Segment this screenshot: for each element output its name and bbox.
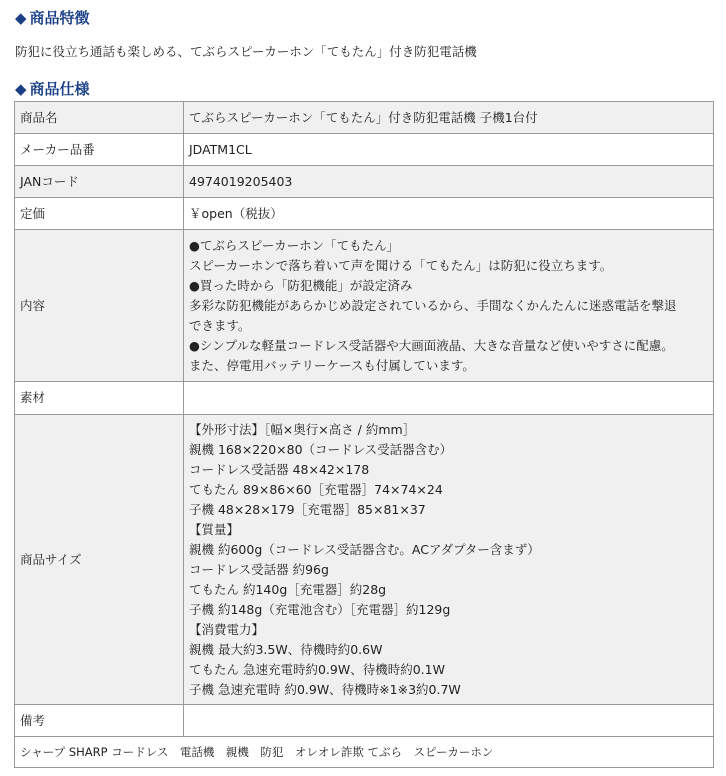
spec-value-line: ●てぶらスピーカーホン「てもたん」 [189,237,400,253]
features-heading-text: 商品特徴 [29,9,90,27]
spec-value [184,415,714,705]
spec-label: 素材 [15,382,184,415]
spec-row-product-name [15,102,714,134]
spec-value-line: 親機 約600g（コードレス受話器含む。ACアダプター含まず） [189,541,540,557]
spec-value-line: 【消費電力】 [189,621,265,637]
spec-value-line: てもたん 89×86×60［充電器］74×74×24 [189,481,443,497]
spec-value-line: ￥open（税抜） [189,205,283,221]
spec-value-line: また、停電用バッテリーケースも付属しています。 [189,357,475,373]
spec-value-line: 親機 168×220×80（コードレス受話器含む） [189,441,453,457]
spec-row-maker-code [15,134,714,166]
spec-value-line: 【質量】 [189,521,240,537]
spec-value-line: ●シンプルな軽量コードレス受話器や大画面液晶、大きな音量など使いやすさに配慮。 [189,337,674,353]
spec-value-line: コードレス受話器 約96g [189,561,329,577]
spec-value [184,705,714,737]
features-heading [15,9,90,27]
spec-row-price [15,198,714,230]
spec-value-line: 【外形寸法】［幅×奥行×高さ / 約mm］ [189,421,416,437]
spec-value-line: てぶらスピーカーホン「てもたん」付き防犯電話機 子機1台付 [189,109,538,125]
spec-value-line: 多彩な防犯機能があらかじめ設定されているから、手間なくかんたんに迷惑電話を撃退 [189,297,677,313]
spec-row-remarks [15,705,714,737]
specs-heading [15,80,90,98]
spec-label: 商品名 [15,102,184,134]
spec-label: 定価 [15,198,184,230]
spec-label: メーカー品番 [15,134,184,166]
spec-value-line: てもたん 約140g［充電器］約28g [189,581,387,597]
diamond-bullet-icon: ◆ [15,9,27,27]
spec-value [184,134,714,166]
spec-value-line: 4974019205403 [189,173,293,189]
spec-label: JANコード [15,166,184,198]
spec-label: 商品サイズ [15,415,184,705]
spec-value-line: 子機 48×28×179［充電器］85×81×37 [189,501,426,517]
spec-label: 備考 [15,705,184,737]
spec-table [14,101,714,768]
spec-row-material [15,382,714,415]
diamond-bullet-icon: ◆ [15,80,27,98]
spec-value-line: コードレス受話器 48×42×178 [189,461,370,477]
specs-heading-text: 商品仕様 [29,80,90,98]
spec-value-line: 親機 最大約3.5W、待機時約0.6W [189,641,383,657]
spec-label: 内容 [15,230,184,382]
spec-row-jan-code [15,166,714,198]
spec-value-line: てもたん 急速充電時約0.9W、待機時約0.1W [189,661,445,677]
spec-value-line: 子機 約148g（充電池含む）［充電器］約129g [189,601,451,617]
spec-row-size [15,415,714,705]
spec-value-line: ●買った時から「防犯機能」が設定済み [189,277,413,293]
spec-row-keywords [15,737,714,768]
keywords-text: シャープ SHARP コードレス 電話機 親機 防犯 オレオレ詐欺 てぶら スピーカーホン [15,737,714,768]
spec-value [184,198,714,230]
spec-value-line: 子機 急速充電時 約0.9W、待機時※1※3約0.7W [189,681,461,697]
spec-row-contents [15,230,714,382]
spec-value [184,382,714,415]
spec-value-line: JDATM1CL [189,141,252,157]
spec-value-line: スピーカーホンで落ち着いて声を聞ける「てもたん」は防犯に役立ちます。 [189,257,613,273]
spec-value [184,166,714,198]
spec-value [184,102,714,134]
features-description: 防犯に役立ち通話も楽しめる、てぶらスピーカーホン「てもたん」付き防犯電話機 [15,44,477,59]
spec-value-line: できます。 [189,317,251,333]
spec-value [184,230,714,382]
